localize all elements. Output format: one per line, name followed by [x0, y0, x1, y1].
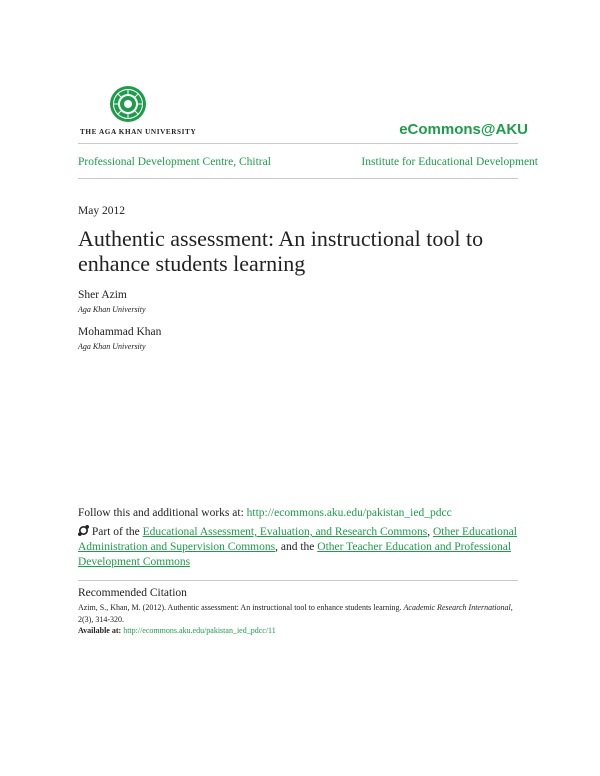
available-label: Available at: [78, 626, 124, 635]
aku-logo-icon [98, 84, 158, 124]
header-divider-top [78, 143, 518, 144]
citation-main: Azim, S., Khan, M. (2012). Authentic assessment: An instructional tool to enhance students learning. [78, 603, 404, 612]
ecommons-brand[interactable]: eCommons@AKU [399, 121, 528, 138]
author-affiliation: Aga Khan University [78, 342, 146, 351]
ied-link[interactable]: Institute for Educational Development [361, 156, 538, 168]
pdc-chitral-link[interactable]: Professional Development Centre, Chitral [78, 156, 271, 168]
citation-journal: Academic Research International, [403, 603, 513, 612]
part-of-section [78, 525, 518, 570]
network-icon [78, 525, 89, 536]
item-url-link[interactable]: http://ecommons.aku.edu/pakistan_ied_pdcc/11 [123, 626, 276, 635]
separator: , [427, 526, 433, 538]
follow-text: Follow this and additional works at: [78, 507, 247, 519]
author-name: Sher Azim [78, 289, 127, 301]
citation-divider [78, 580, 518, 581]
author-name: Mohammad Khan [78, 326, 162, 338]
paper-title: Authentic assessment: An instructional tool to enhance students learning [78, 226, 484, 276]
recommended-citation-heading: Recommended Citation [78, 587, 187, 599]
commons-link-teacher-education[interactable]: Other Teacher Education and Professional Development Commons [78, 541, 512, 568]
follow-line [78, 507, 452, 519]
citation-tail: 2(3), 314-320. [78, 615, 124, 624]
university-name: THE AGA KHAN UNIVERSITY [80, 128, 197, 136]
part-of-prefix: Part of the [91, 526, 143, 538]
commons-link-assessment[interactable]: Educational Assessment, Evaluation, and Research Commons [142, 526, 428, 538]
separator: , and the [275, 541, 318, 553]
commons-link-administration[interactable]: Other Educational Administration and Supervision Commons [78, 526, 517, 553]
publication-date: May 2012 [78, 205, 125, 217]
header-divider-bottom [78, 178, 518, 179]
available-at-line [78, 626, 276, 635]
citation-text [78, 602, 523, 626]
collection-url-link[interactable]: http://ecommons.aku.edu/pakistan_ied_pdcc [246, 507, 452, 519]
author-affiliation: Aga Khan University [78, 305, 146, 314]
